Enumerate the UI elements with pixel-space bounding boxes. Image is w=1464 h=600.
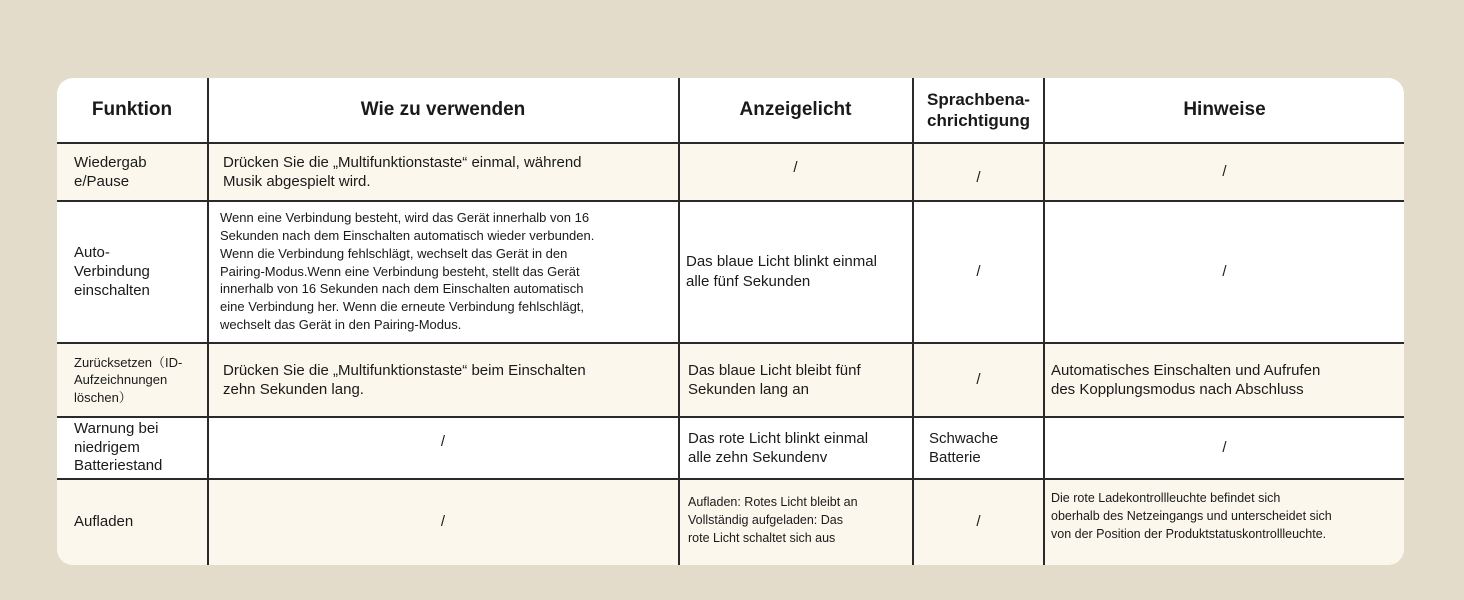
header-function: Funktion xyxy=(91,98,173,120)
header-voice: Sprachbena- chrichtigung xyxy=(927,89,1030,130)
cell-voice: / xyxy=(976,262,981,280)
cell-usage: Drücken Sie die „Multifunktionstaste“ einmal, während Musik abgespielt wird. xyxy=(223,153,582,190)
cell-voice: Schwache Batterie xyxy=(929,429,999,466)
cell-indicator: / xyxy=(793,159,798,177)
cell-notes: / xyxy=(1222,439,1227,457)
cell-usage: Drücken Sie die „Multifunktionstaste“ beim Einschalten zehn Sekunden lang. xyxy=(223,361,586,398)
cell-function: Wiedergab e/Pause xyxy=(74,153,147,190)
cell-indicator: Das blaue Licht bleibt fünf Sekunden lang an xyxy=(688,361,861,398)
cell-indicator: Aufladen: Rotes Licht bleibt an Vollständig aufgeladen: Das rote Licht schaltet sich aus xyxy=(688,494,858,546)
cell-usage: / xyxy=(440,513,446,531)
cell-function: Aufladen xyxy=(74,513,134,531)
cell-function: Warnung bei niedrigem Batteriestand xyxy=(74,419,163,475)
cell-voice: / xyxy=(976,169,981,187)
cell-notes: Die rote Ladekontrollleuchte befindet sich oberhalb des Netzeingangs und unterscheidet sich von der Position der Produktstatuskontrollleuchte. xyxy=(1051,490,1332,542)
cell-function: Auto- Verbindung einschalten xyxy=(74,243,150,300)
cell-usage: Wenn eine Verbindung besteht, wird das Gerät innerhalb von 16 Sekunden nach dem Einschalten automatisch wieder verbunden. Wenn die Verbindung fehlschlägt, wechselt das Gerät in den Pairing-Modus.Wenn eine Verbindung besteht, stellt das Gerät innerhalb von 16 Sekunden nach dem Einschalten automatisch eine Verbindung her. Wenn die erneute Verbindung fehlschlägt, wechselt das Gerät in den Pairing-Modus. xyxy=(220,209,595,333)
cell-voice: / xyxy=(976,513,981,531)
cell-indicator: Das blaue Licht blinkt einmal alle fünf Sekunden xyxy=(686,253,877,290)
header-indicator: Anzeigelicht xyxy=(739,98,852,120)
cell-function: Zurücksetzen（ID- Aufzeichnungen löschen） xyxy=(74,354,183,405)
function-table xyxy=(57,78,1404,565)
cell-indicator: Das rote Licht blinkt einmal alle zehn Sekundenv xyxy=(688,429,869,466)
cell-notes: / xyxy=(1222,163,1227,181)
cell-notes: Automatisches Einschalten und Aufrufen des Kopplungsmodus nach Abschluss xyxy=(1051,361,1321,398)
cell-usage: / xyxy=(440,433,446,451)
cell-voice: / xyxy=(976,371,981,389)
cell-notes: / xyxy=(1222,262,1227,280)
header-usage: Wie zu verwenden xyxy=(360,98,526,120)
header-notes: Hinweise xyxy=(1183,98,1266,120)
